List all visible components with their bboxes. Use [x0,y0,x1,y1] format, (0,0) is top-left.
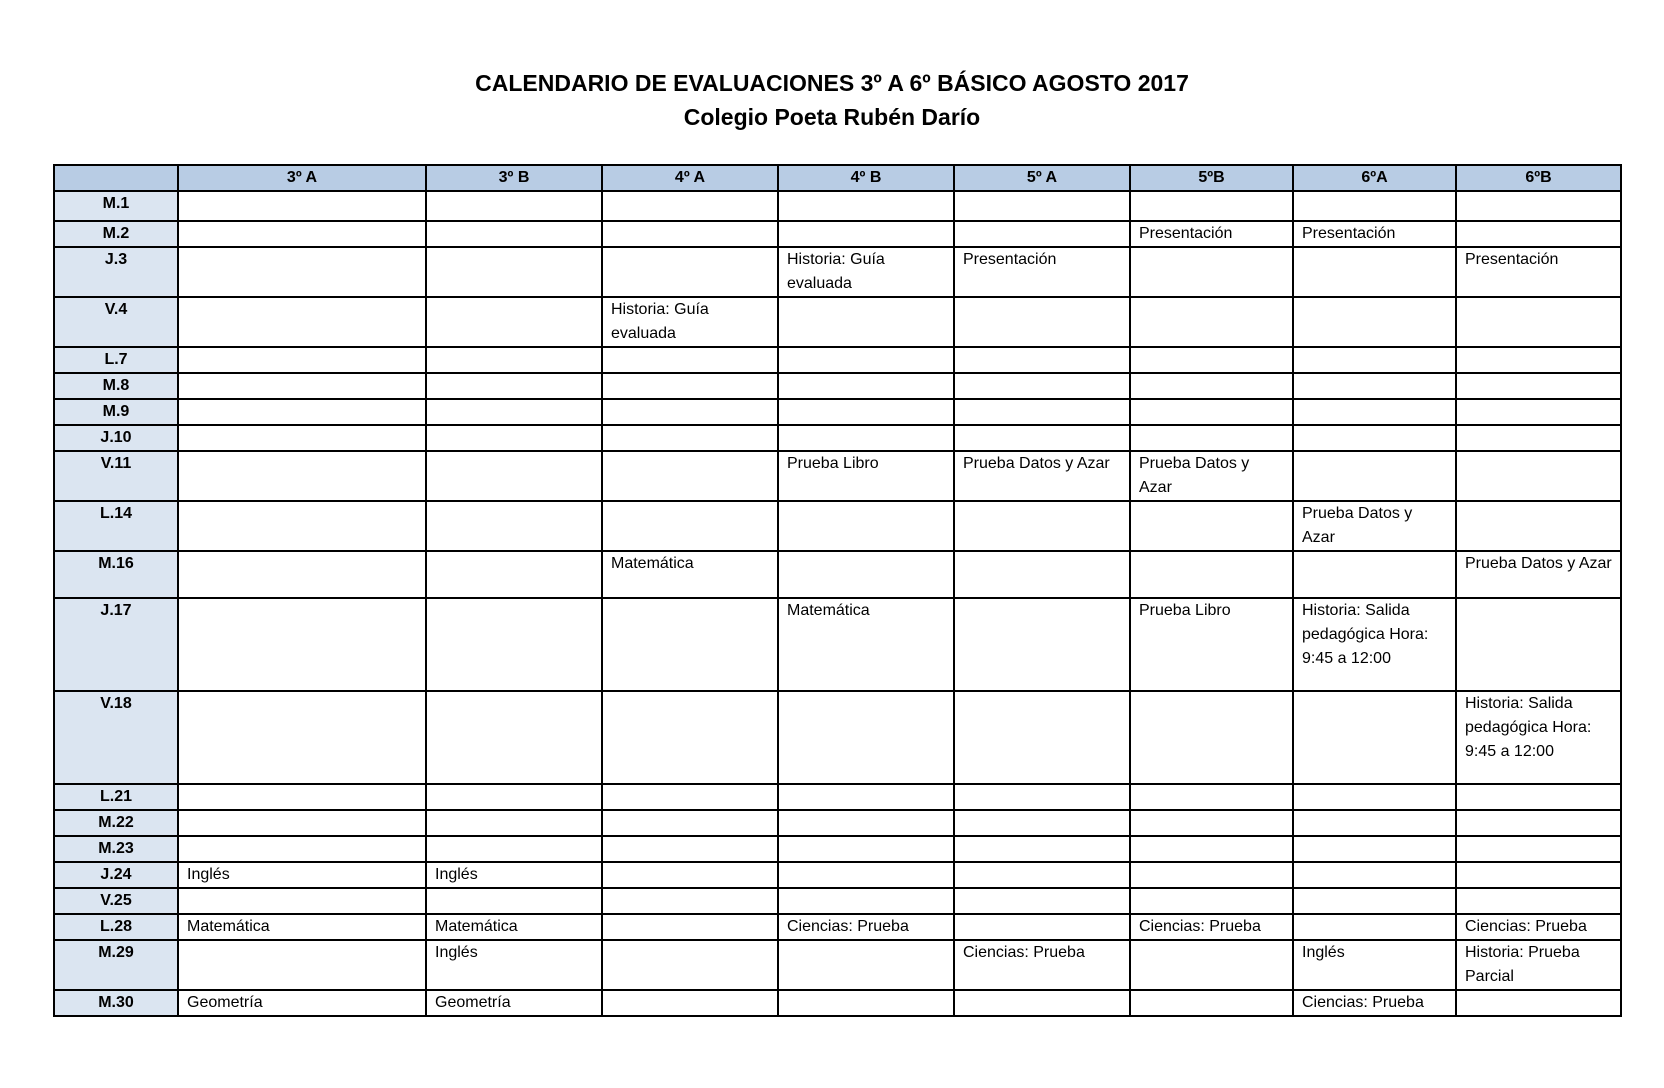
evaluation-cell [1293,297,1456,347]
evaluation-cell: Historia: Salida pedagógica Hora: 9:45 a 12:00 [1293,598,1456,691]
evaluation-cell [602,691,778,784]
evaluation-cell [1130,990,1293,1016]
evaluation-cell: Ciencias: Prueba [778,914,954,940]
evaluation-cell [1456,347,1621,373]
header-class-cell: 5º A [954,165,1130,191]
evaluation-cell [1456,451,1621,501]
evaluation-cell [602,191,778,221]
evaluation-cell: Presentación [1456,247,1621,297]
evaluation-cell: Geometría [178,990,426,1016]
evaluation-cell [778,551,954,598]
evaluation-cell: Inglés [1293,940,1456,990]
evaluation-cell [1293,810,1456,836]
evaluation-cell [1293,191,1456,221]
day-label: J.24 [54,862,178,888]
evaluation-cell [954,399,1130,425]
evaluation-cell [178,691,426,784]
evaluation-cell [602,247,778,297]
evaluation-cell [1456,862,1621,888]
evaluation-cell [602,810,778,836]
evaluation-cell [1456,373,1621,399]
evaluation-cell: Inglés [426,940,602,990]
evaluation-cell [1456,191,1621,221]
evaluation-cell [778,888,954,914]
evaluation-cell [1130,810,1293,836]
evaluation-cell [1130,784,1293,810]
evaluation-cell [426,501,602,551]
table-row [54,551,1621,598]
evaluation-cell [1293,862,1456,888]
evaluation-cell: Presentación [954,247,1130,297]
evaluation-cell [1456,297,1621,347]
evaluation-cell [1293,836,1456,862]
evaluation-cell [1130,399,1293,425]
evaluation-cell [1293,914,1456,940]
evaluation-cell [778,501,954,551]
evaluation-cell: Presentación [1130,221,1293,247]
table-row [54,221,1621,247]
evaluation-cell [778,784,954,810]
document-subtitle: Colegio Poeta Rubén Darío [683,104,981,130]
table-row [54,836,1621,862]
evaluation-cell [954,914,1130,940]
evaluation-cell [602,784,778,810]
evaluation-cell [178,399,426,425]
evaluation-cell [426,451,602,501]
evaluation-cell [1130,373,1293,399]
evaluation-cell [954,347,1130,373]
evaluation-cell [178,247,426,297]
evaluation-cell [778,373,954,399]
evaluation-cell [178,451,426,501]
evaluation-cell [778,191,954,221]
evaluation-cell [1130,940,1293,990]
day-label: M.2 [54,221,178,247]
evaluation-cell [1456,221,1621,247]
evaluation-cell [426,810,602,836]
day-label: M.30 [54,990,178,1016]
evaluation-cell [1456,501,1621,551]
evaluation-cell [426,836,602,862]
table-row [54,990,1621,1016]
evaluation-cell [1293,373,1456,399]
evaluation-cell [178,784,426,810]
table-row [54,810,1621,836]
day-label: M.1 [54,191,178,221]
table-body [54,191,1621,1016]
evaluation-cell: Prueba Datos y Azar [1130,451,1293,501]
evaluation-cell [426,399,602,425]
evaluation-cell [1456,784,1621,810]
header-row [54,165,1621,191]
evaluation-cell [426,425,602,451]
header-class-cell: 3º A [178,165,426,191]
evaluation-cell [954,221,1130,247]
evaluation-cell [1130,551,1293,598]
header-class-cell: 4º A [602,165,778,191]
table-row [54,373,1621,399]
evaluation-cell [1130,425,1293,451]
table-row [54,914,1621,940]
table-row [54,888,1621,914]
evaluation-cell [954,836,1130,862]
evaluation-cell [1456,888,1621,914]
evaluation-cell [1130,501,1293,551]
evaluation-cell [1130,247,1293,297]
table-row [54,347,1621,373]
evaluation-cell [1293,551,1456,598]
evaluation-cell [178,191,426,221]
evaluation-cell [778,399,954,425]
evaluation-cell [778,425,954,451]
evaluation-cell [1293,691,1456,784]
evaluation-cell [1456,598,1621,691]
evaluation-cell [1456,399,1621,425]
evaluation-cell [778,691,954,784]
table-row [54,784,1621,810]
evaluation-cell [602,940,778,990]
evaluation-cell [602,990,778,1016]
day-label: M.16 [54,551,178,598]
evaluation-cell [778,990,954,1016]
evaluation-cell [178,297,426,347]
table-row [54,691,1621,784]
evaluation-cell [178,425,426,451]
table-row [54,451,1621,501]
table-row [54,399,1621,425]
evaluation-cell [778,347,954,373]
evaluation-cell [426,551,602,598]
day-label: J.17 [54,598,178,691]
table-row [54,501,1621,551]
evaluation-cell [1130,836,1293,862]
table-row [54,425,1621,451]
evaluation-cell [178,810,426,836]
evaluation-cell [426,221,602,247]
evaluation-cell [426,888,602,914]
day-label: M.23 [54,836,178,862]
evaluation-cell [426,191,602,221]
day-label: V.18 [54,691,178,784]
evaluation-cell: Prueba Datos y Azar [954,451,1130,501]
evaluation-cell [954,297,1130,347]
table-row [54,191,1621,221]
evaluation-cell [178,888,426,914]
header-class-cell: 4º B [778,165,954,191]
evaluation-cell: Historia: Guía evaluada [602,297,778,347]
evaluation-cell [1293,347,1456,373]
header-class-cell: 6ºA [1293,165,1456,191]
evaluation-cell [954,784,1130,810]
day-label: V.25 [54,888,178,914]
evaluation-cell [1293,451,1456,501]
header-class-cell: 5ºB [1130,165,1293,191]
evaluation-cell [1293,247,1456,297]
evaluation-cell [1456,836,1621,862]
day-label: L.14 [54,501,178,551]
evaluation-cell [602,862,778,888]
evaluation-cell [1293,399,1456,425]
evaluation-cell [602,501,778,551]
evaluation-cell: Ciencias: Prueba [954,940,1130,990]
evaluation-cell: Matemática [178,914,426,940]
evaluation-cell [602,598,778,691]
evaluation-cell: Historia: Guía evaluada [778,247,954,297]
evaluation-cell: Geometría [426,990,602,1016]
evaluation-cell [954,425,1130,451]
evaluation-cell [1130,347,1293,373]
evaluation-cell [778,836,954,862]
evaluation-cell: Presentación [1293,221,1456,247]
header-class-cell: 3º B [426,165,602,191]
evaluation-cell: Historia: Salida pedagógica Hora: 9:45 a 12:00 [1456,691,1621,784]
evaluation-cell [1456,810,1621,836]
day-label: L.28 [54,914,178,940]
evaluation-cell: Prueba Libro [1130,598,1293,691]
evaluation-cell: Ciencias: Prueba [1293,990,1456,1016]
header-day-cell [54,165,178,191]
day-label: L.21 [54,784,178,810]
evaluation-cell [602,451,778,501]
evaluation-cell [778,221,954,247]
evaluation-cell [778,862,954,888]
evaluation-cell [178,836,426,862]
evaluation-cell [602,221,778,247]
header-class-cell: 6ºB [1456,165,1621,191]
evaluation-cell [1130,297,1293,347]
evaluation-cell [778,810,954,836]
evaluation-cell: Matemática [602,551,778,598]
evaluation-cell [178,501,426,551]
evaluation-cell [602,399,778,425]
table-row [54,297,1621,347]
evaluation-cell [426,598,602,691]
evaluation-cell [954,373,1130,399]
day-label: M.8 [54,373,178,399]
evaluation-cell [426,347,602,373]
day-label: V.11 [54,451,178,501]
evaluation-cell [954,501,1130,551]
evaluation-calendar-table [53,164,1622,1017]
evaluation-cell: Historia: Prueba Parcial [1456,940,1621,990]
evaluation-cell [426,247,602,297]
evaluation-cell [426,784,602,810]
evaluation-cell [1130,691,1293,784]
evaluation-cell [426,691,602,784]
evaluation-cell [178,940,426,990]
evaluation-cell [426,297,602,347]
evaluation-cell: Ciencias: Prueba [1456,914,1621,940]
day-label: M.9 [54,399,178,425]
title-block [0,66,1664,134]
evaluation-cell [602,373,778,399]
document-title: CALENDARIO DE EVALUACIONES 3º A 6º BÁSICO AGOSTO 2017 [475,70,1189,96]
day-label: L.7 [54,347,178,373]
table-row [54,940,1621,990]
evaluation-cell [602,888,778,914]
evaluation-cell [954,191,1130,221]
evaluation-cell [1456,990,1621,1016]
day-label: J.10 [54,425,178,451]
evaluation-cell [602,425,778,451]
evaluation-cell: Matemática [426,914,602,940]
day-label: J.3 [54,247,178,297]
evaluation-cell [426,373,602,399]
evaluation-cell [178,598,426,691]
day-label: V.4 [54,297,178,347]
evaluation-cell [954,990,1130,1016]
evaluation-cell [602,347,778,373]
evaluation-cell [1456,425,1621,451]
evaluation-cell [954,862,1130,888]
evaluation-cell [1130,862,1293,888]
evaluation-cell [602,914,778,940]
table-row [54,598,1621,691]
table-row [54,247,1621,297]
evaluation-cell [178,221,426,247]
evaluation-cell [954,888,1130,914]
evaluation-cell [1130,191,1293,221]
evaluation-cell [1130,888,1293,914]
evaluation-cell: Inglés [426,862,602,888]
evaluation-cell [602,836,778,862]
day-label: M.29 [54,940,178,990]
evaluation-cell [954,551,1130,598]
evaluation-cell [1293,784,1456,810]
evaluation-cell [1293,425,1456,451]
evaluation-cell [778,297,954,347]
evaluation-cell [778,940,954,990]
evaluation-cell [178,347,426,373]
evaluation-cell: Inglés [178,862,426,888]
evaluation-cell: Prueba Datos y Azar [1456,551,1621,598]
evaluation-cell [954,691,1130,784]
evaluation-cell [954,810,1130,836]
evaluation-cell: Prueba Libro [778,451,954,501]
evaluation-cell [954,598,1130,691]
evaluation-cell: Matemática [778,598,954,691]
day-label: M.22 [54,810,178,836]
evaluation-cell [1293,888,1456,914]
evaluation-cell: Ciencias: Prueba [1130,914,1293,940]
table-row [54,862,1621,888]
evaluation-cell [178,373,426,399]
evaluation-cell: Prueba Datos y Azar [1293,501,1456,551]
evaluation-cell [178,551,426,598]
